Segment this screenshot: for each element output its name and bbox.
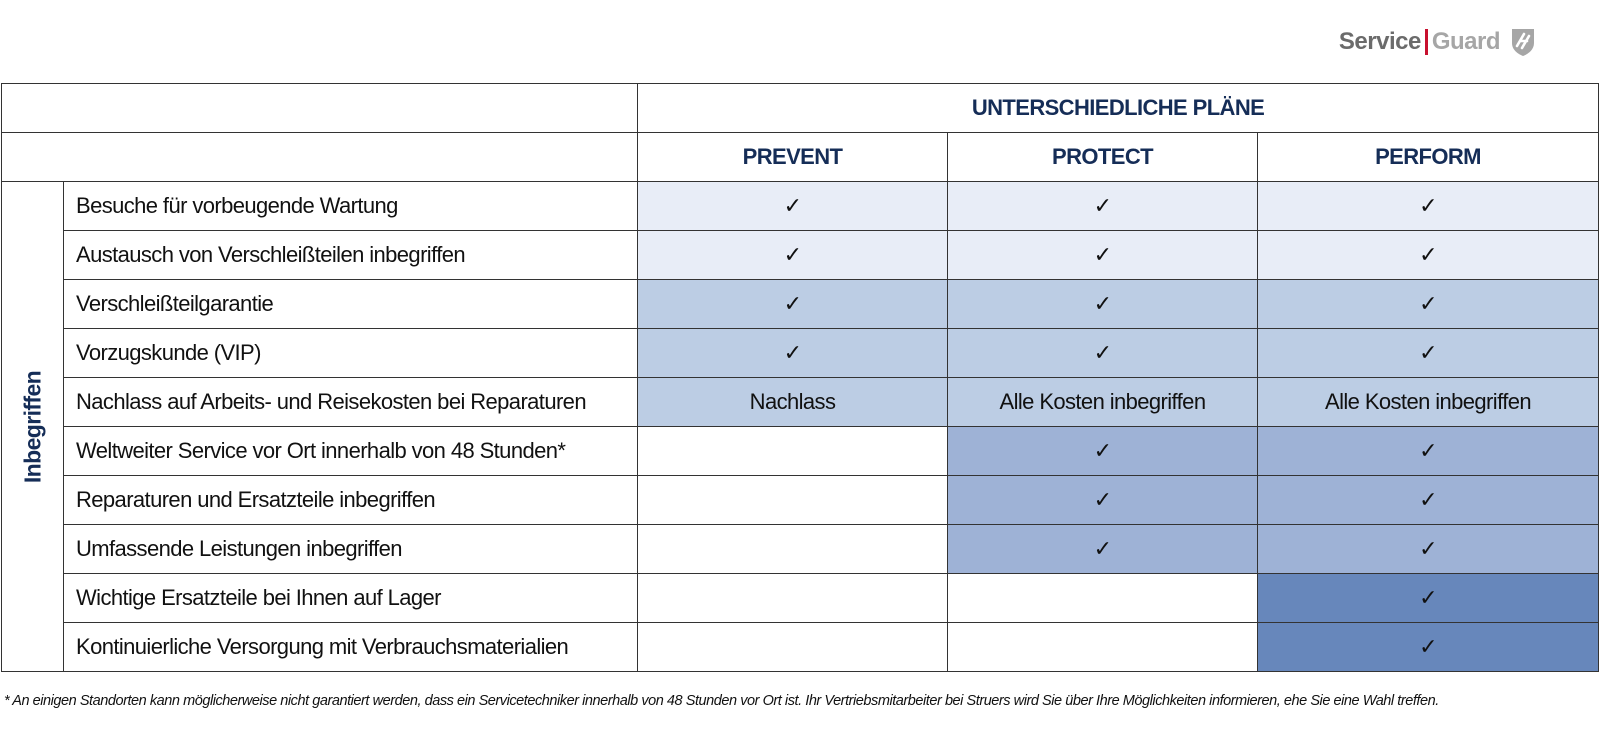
table-row [2,182,1599,231]
table-row [2,574,1599,623]
header-blank-cell [2,133,638,182]
plan-value-protect: Alle Kosten inbegriffen [948,378,1258,427]
table-row [2,378,1599,427]
side-label-cell [2,182,64,672]
checkmark-icon-perform: ✓ [1258,329,1599,378]
plan-value-perform: Alle Kosten inbegriffen [1258,378,1599,427]
plan-header-prevent: PREVENT [638,133,948,182]
feature-label: Austausch von Verschleißteilen inbegriffen [64,231,638,280]
plan-value-protect [948,574,1258,623]
checkmark-icon-protect: ✓ [948,525,1258,574]
checkmark-icon-prevent: ✓ [638,182,948,231]
feature-label: Weltweiter Service vor Ort innerhalb von 48 Stunden* [64,427,638,476]
header-row-plans [2,133,1599,182]
feature-label: Kontinuierliche Versorgung mit Verbrauchsmaterialien [64,623,638,672]
feature-label: Umfassende Leistungen inbegriffen [64,525,638,574]
checkmark-icon-prevent: ✓ [638,231,948,280]
checkmark-icon-perform: ✓ [1258,427,1599,476]
plan-header-perform: PERFORM [1258,133,1599,182]
logo-service-text: Service [1338,28,1421,55]
header-blank-cell [2,84,638,133]
plan-header-protect: PROTECT [948,133,1258,182]
plan-value-prevent [638,623,948,672]
feature-label: Reparaturen und Ersatzteile inbegriffen [64,476,638,525]
feature-label: Verschleißteilgarantie [64,280,638,329]
plan-value-prevent [638,525,948,574]
logo-guard-text: Guard [1431,28,1500,55]
table-row [2,623,1599,672]
checkmark-icon-perform: ✓ [1258,182,1599,231]
plan-value-prevent [638,476,948,525]
plan-comparison-table [1,83,1599,672]
checkmark-icon-protect: ✓ [948,280,1258,329]
footnote: * An einigen Standorten kann möglicherweise nicht garantiert werden, dass ein Servicetechniker innerhalb von 48 Stunden vor Ort ist. Ihr Vertriebsmitarbeiter bei Struers wird Sie über Ihre Möglichkeiten informieren, ehe Sie eine Wahl treffen. [4,693,1439,709]
plan-value-protect [948,623,1258,672]
logo-divider [1425,29,1428,55]
plan-value-prevent [638,574,948,623]
checkmark-icon-protect: ✓ [948,231,1258,280]
checkmark-icon-prevent: ✓ [638,280,948,329]
checkmark-icon-perform: ✓ [1258,525,1599,574]
feature-label: Vorzugskunde (VIP) [64,329,638,378]
header-plans-title: UNTERSCHIEDLICHE PLÄNE [638,84,1599,133]
table-row [2,280,1599,329]
checkmark-icon-perform: ✓ [1258,623,1599,672]
table-row [2,427,1599,476]
side-label: Inbegriffen [19,370,45,483]
checkmark-icon-protect: ✓ [948,476,1258,525]
table-row [2,525,1599,574]
checkmark-icon-protect: ✓ [948,182,1258,231]
checkmark-icon-prevent: ✓ [638,329,948,378]
checkmark-icon-perform: ✓ [1258,574,1599,623]
checkmark-icon-perform: ✓ [1258,280,1599,329]
table-row [2,476,1599,525]
table-row [2,231,1599,280]
table-row [2,329,1599,378]
feature-label: Nachlass auf Arbeits- und Reisekosten bei Reparaturen [64,378,638,427]
feature-label: Wichtige Ersatzteile bei Ihnen auf Lager [64,574,638,623]
checkmark-icon-protect: ✓ [948,427,1258,476]
header-row-main [2,84,1599,133]
plan-value-prevent [638,427,948,476]
checkmark-icon-protect: ✓ [948,329,1258,378]
serviceguard-logo [1339,26,1536,58]
shield-icon [1510,26,1536,58]
feature-label: Besuche für vorbeugende Wartung [64,182,638,231]
checkmark-icon-perform: ✓ [1258,231,1599,280]
plan-value-prevent: Nachlass [638,378,948,427]
checkmark-icon-perform: ✓ [1258,476,1599,525]
